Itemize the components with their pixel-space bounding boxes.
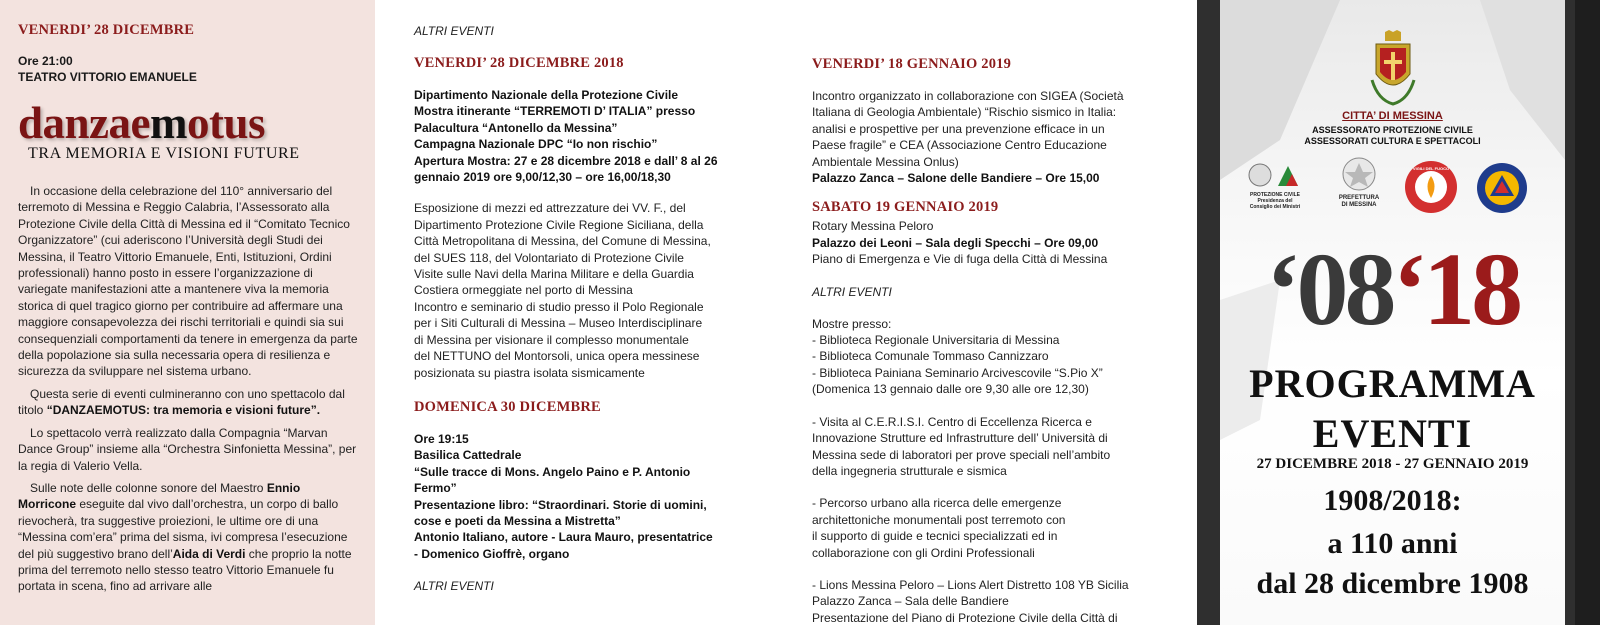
text-line: “Sulle tracce di Mons. Angelo Paino e P. Antonio <box>414 464 691 479</box>
text-line: Palacultura “Antonello da Messina” <box>414 120 618 135</box>
percorso-text <box>812 495 1185 561</box>
year-left: ‘08 <box>1265 232 1393 347</box>
event-location: Palazzo dei Leoni – Sala degli Specchi – Ore 09,00 <box>812 235 1099 250</box>
event-heading: VENERDI’ 28 DICEMBRE 2018 <box>414 55 624 71</box>
anniversary-line1: 1908/2018: <box>1323 484 1462 517</box>
text-run: che proprio la notte prima del terremoto nello stesso teatro Vittorio Emanuele fu portata in scena, fino ad arrivare alle <box>18 546 352 594</box>
text-line: Incontro organizzato in collaborazione con SIGEA (Società <box>812 89 1124 103</box>
text-line: Visite sulle Navi della Marina Militare e della Guardia <box>414 267 694 282</box>
visita-text <box>812 414 1185 480</box>
text-line: Città Metropolitana di Messina, del Comune di Messina, <box>414 234 711 249</box>
text-line: architettoniche monumentali post terremoto con <box>812 512 1066 527</box>
anniversary-line2: a 110 anni <box>1327 527 1458 560</box>
assessorato-line1: ASSESSORATO PROTEZIONE CIVILE <box>1312 125 1473 135</box>
event-time: Ore 21:00 <box>18 54 73 68</box>
text-line: del NETTUNO del Montorsoli, unica opera messinese <box>414 349 700 364</box>
text-line: del SUES 118, del Volontariato di Protezione Civile <box>414 250 684 265</box>
programma-title: PROGRAMMA <box>1249 361 1536 406</box>
altri-eventi-label: ALTRI EVENTI <box>414 579 494 594</box>
lions-text <box>812 577 1185 625</box>
logo-text-part2: m <box>150 98 187 148</box>
event-heading: VENERDI’ 18 GENNAIO 2019 <box>812 56 1012 72</box>
text-line: Fermo” <box>414 481 457 496</box>
text-line: Campagna Nazionale DPC “Io non rischio” <box>414 137 658 152</box>
text-line: posizionata su piastra isolata sismicamente <box>414 365 645 380</box>
event-heading: SABATO 19 GENNAIO 2019 <box>812 199 999 216</box>
paragraph <box>18 425 361 474</box>
text-line: - Biblioteca Comunale Tommaso Cannizzaro <box>812 349 1049 364</box>
year-graphic <box>1220 232 1565 347</box>
text-run: “DANZAEMOTUS: tra memoria e visioni future”. <box>46 403 321 418</box>
anniversary-line3: dal 28 dicembre 1908 <box>1256 567 1529 600</box>
event-details-bold <box>414 87 757 185</box>
assessorato-line2: ASSESSORATI CULTURA E SPETTACOLI <box>1304 136 1481 146</box>
text-line: Innovazione Strutture ed Infrastrutture dell’ Università di <box>812 431 1108 446</box>
text-line: cose e poeti da Messina a Mistretta” <box>414 513 621 528</box>
text-line: Mostre presso: <box>812 316 892 331</box>
logo-subtitle: TRA MEMORIA E VISIONI FUTURE <box>28 145 300 162</box>
text-line: Dipartimento Nazionale della Protezione Civile <box>414 88 679 102</box>
text-line: Basilica Cattedrale <box>414 448 522 463</box>
text-line: Presentazione del Piano di Protezione Civile della Città di <box>812 610 1118 625</box>
vigili-del-fuoco-badge: VIGILI DEL FUOCO <box>1402 158 1460 218</box>
text-line: Messina sede di laboratori per prove speciali nell’ambito <box>812 447 1111 462</box>
text-line: Dipartimento Protezione Civile Regione Siciliana, della <box>414 217 704 232</box>
text-run: Aida di Verdi <box>172 546 246 561</box>
event-description <box>812 88 1185 170</box>
mostre-list <box>812 316 1185 398</box>
civil-defence-badge <box>1474 160 1530 218</box>
page-edge <box>1575 0 1600 625</box>
text-line: per i Siti Culturali di Messina – Museo Interdisciplinare <box>414 316 703 331</box>
panel-danzaemotus <box>0 0 375 625</box>
event-location: Palazzo Zanca – Salone delle Bandiere – Ore 15,00 <box>812 171 1100 186</box>
text-line: di Messina per visionare il complesso monumentale <box>414 332 689 347</box>
text-line: Ambientale Messina Onlus) <box>812 154 959 169</box>
text-line: Incontro e seminario di studio presso il Polo Regionale <box>414 299 704 314</box>
paragraph <box>18 183 361 380</box>
text-line: - Percorso urbano alla ricerca delle emergenze <box>812 496 1062 511</box>
text-line: Italiana di Geologia Ambientale) “Rischio sismico in Italia: <box>812 105 1117 120</box>
text-line: collaborazione con gli Ordini Professionali <box>812 545 1035 560</box>
text-line: - Biblioteca Regionale Universitaria di Messina <box>812 333 1060 348</box>
year-right: ‘18 <box>1392 232 1520 347</box>
logo-text-part3: otus <box>187 98 266 148</box>
text-line: della ingegneria strutturale e sismica <box>812 463 1007 478</box>
text-run: Questa serie di eventi culmineranno con uno spettacolo dal titolo <box>18 386 345 418</box>
event-description <box>414 200 757 380</box>
panel-december-events <box>377 0 767 625</box>
paragraph <box>18 480 361 595</box>
cover-page <box>1220 0 1565 625</box>
prefettura-emblem: PREFETTURA DI MESSINA <box>1332 155 1386 209</box>
text-line: - Domenico Gioffrè, organo <box>414 546 570 561</box>
event-venue: TEATRO VITTORIO EMANUELE <box>18 70 197 84</box>
text-line: Mostra itinerante “TERREMOTI D’ ITALIA” presso <box>414 104 696 119</box>
text-line: analisi e prospettive per una prevenzione efficace in un <box>812 121 1105 136</box>
event-organizer: Rotary Messina Peloro <box>812 219 934 234</box>
text-line: (Domenica 13 gennaio dalle ore 9,30 alle ore 12,30) <box>812 382 1089 397</box>
panel-january-events <box>775 0 1195 625</box>
text-line: - Visita al C.E.R.I.S.I. Centro di Eccellenza Ricerca e <box>812 414 1092 429</box>
altri-eventi-label: ALTRI EVENTI <box>414 24 494 38</box>
text-line: - Lions Messina Peloro – Lions Alert Distretto 108 YB Sicilia <box>812 577 1129 592</box>
text-line: Esposizione di mezzi ed attrezzature dei VV. F., del <box>414 201 686 216</box>
text-line: Presentazione libro: “Straordinari. Storie di uomini, <box>414 497 707 512</box>
eventi-title: EVENTI <box>1312 411 1473 456</box>
event-topic: Piano di Emergenza e Vie di fuga della Città di Messina <box>812 252 1108 267</box>
altri-eventi-label: ALTRI EVENTI <box>812 284 892 299</box>
event-details-bold <box>414 431 757 562</box>
text-run: eseguite dal vivo dall’orchestra, un corpo di ballo rievocherà, tra suggestive proiezioni, le ultime ore di una “Messina com’era” prima del sisma, ivi compresa l’esecuzione del più suggestivo brano dell’ <box>18 497 348 561</box>
text-line: Antonio Italiano, autore - Laura Mauro, presentatrice <box>414 530 713 545</box>
event-description <box>18 183 361 595</box>
city-name: CITTA’ DI MESSINA <box>1342 110 1443 122</box>
text-line: - Biblioteca Painiana Seminario Arcivescovile “S.Pio X” <box>812 365 1103 380</box>
text-line: Costiera ormeggiate nel porto di Messina <box>414 283 633 298</box>
text-line: Apertura Mostra: 27 e 28 dicembre 2018 e dall’ 8 al 26 <box>414 153 718 168</box>
event-heading: DOMENICA 30 DICEMBRE <box>414 398 601 415</box>
paragraph <box>18 386 361 419</box>
protezione-civile-logo: PROTEZIONE CIVILE Presidenza del Consiglio dei Ministri <box>1246 160 1304 210</box>
text-run: In occasione della celebrazione del 110° anniversario del terremoto di Messina e Reggio Calabria, l’Assessorato alla Protezione Civile della Città di Messina ed il “Comitato Tecnico Organizzatore” (cui aderiscono l’Università degli Studi dei Messina, il Teatro Vittorio Emanuele, Enti, Istituzioni, Ordini professionali) hanno posto in essere l’organizzazione di variegate manifestazioni atte a mantenere viva la memoria storica di quel tragico giorno per contribuire ad affermare una maggiore consapevolezza dei rischi territoriali e quindi sia sui consequenziali comportamenti da tenere in emergenza da parte della popolazione sia sulla necessaria opera di resilienza e sicurezza da sviluppare nel sistema urbano. <box>18 184 358 379</box>
danzaemotus-logo <box>18 98 348 163</box>
text-line: il supporto di guide e tecnici specializzati ed in <box>812 529 1058 544</box>
text-line: Palazzo Zanca – Sala delle Bandiere <box>812 594 1009 609</box>
event-heading: VENERDI’ 28 DICEMBRE <box>18 22 195 38</box>
text-run: Lo spettacolo verrà realizzato dalla Compagnia “Marvan Dance Group” insieme alla “Orchestra Sinfonietta Messina”, per la regia di Valerio Vella. <box>18 425 357 473</box>
text-line: gennaio 2019 ore 9,00/12,30 – ore 16,00/18,30 <box>414 170 671 185</box>
date-range: 27 DICEMBRE 2018 - 27 GENNAIO 2019 <box>1256 456 1529 472</box>
panel-cover <box>1197 0 1600 625</box>
text-run: Ennio Morricone <box>18 480 301 512</box>
logo-text-part1: danzae <box>18 98 150 148</box>
text-line: Ore 19:15 <box>414 431 469 446</box>
coat-of-arms-icon <box>1368 30 1418 110</box>
text-run: Sulle note delle colonne sonore del Maestro <box>30 480 267 495</box>
text-line: Paese fragile” e CEA (Associazione Centro Educazione <box>812 138 1107 153</box>
